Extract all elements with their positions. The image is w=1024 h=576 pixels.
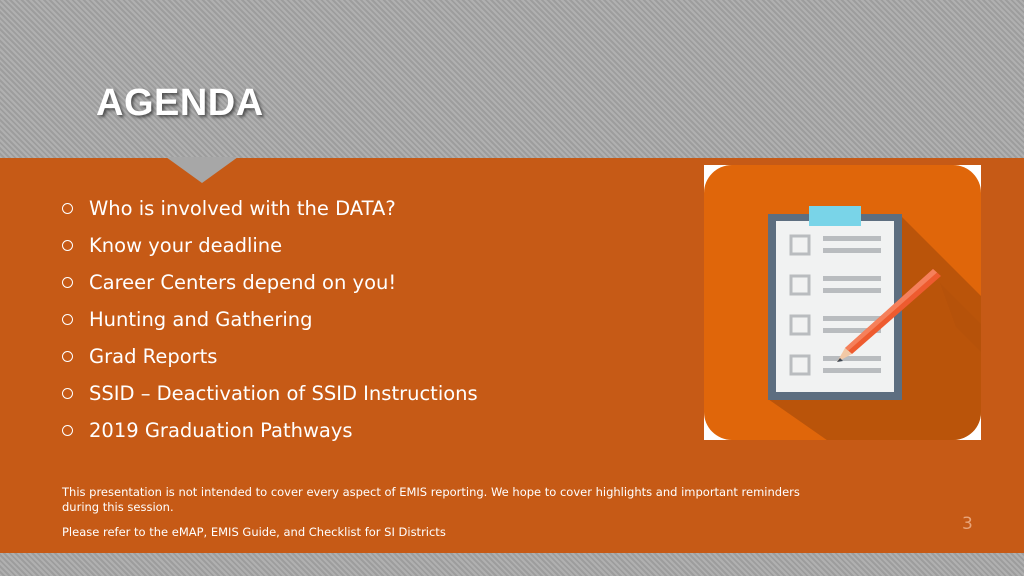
agenda-item — [62, 412, 478, 449]
agenda-item — [62, 227, 478, 264]
page-number: 3 — [962, 514, 973, 534]
clipboard-clip — [809, 206, 861, 226]
clipboard-image — [704, 165, 981, 440]
agenda-item-text: 2019 Graduation Pathways — [89, 419, 353, 442]
circle-bullet-icon — [62, 351, 73, 362]
clipboard-checklist-pencil-icon — [704, 165, 981, 440]
header-band — [0, 0, 1024, 158]
circle-bullet-icon — [62, 314, 73, 325]
circle-bullet-icon — [62, 240, 73, 251]
agenda-item-text: Grad Reports — [89, 345, 218, 368]
footer-band — [0, 553, 1024, 576]
agenda-item — [62, 338, 478, 375]
clipboard-paper — [776, 221, 894, 392]
agenda-item-text: Know your deadline — [89, 234, 283, 257]
circle-bullet-icon — [62, 277, 73, 288]
agenda-item — [62, 375, 478, 412]
circle-bullet-icon — [62, 203, 73, 214]
agenda-item — [62, 190, 478, 227]
agenda-item — [62, 301, 478, 338]
header-notch — [166, 157, 238, 183]
circle-bullet-icon — [62, 425, 73, 436]
circle-bullet-icon — [62, 388, 73, 399]
agenda-list — [62, 190, 478, 449]
agenda-item-text: Who is involved with the DATA? — [89, 197, 396, 220]
agenda-item-text: SSID – Deactivation of SSID Instructions — [89, 382, 478, 405]
reference-text: Please refer to the eMAP, EMIS Guide, and Checklist for SI Districts — [62, 525, 446, 539]
agenda-item — [62, 264, 478, 301]
slide-title: AGENDA — [96, 82, 264, 124]
agenda-item-text: Hunting and Gathering — [89, 308, 313, 331]
disclaimer-text: This presentation is not intended to cover every aspect of EMIS reporting. We hope to cover highlights and important reminders during this session. — [62, 485, 800, 514]
agenda-item-text: Career Centers depend on you! — [89, 271, 397, 294]
